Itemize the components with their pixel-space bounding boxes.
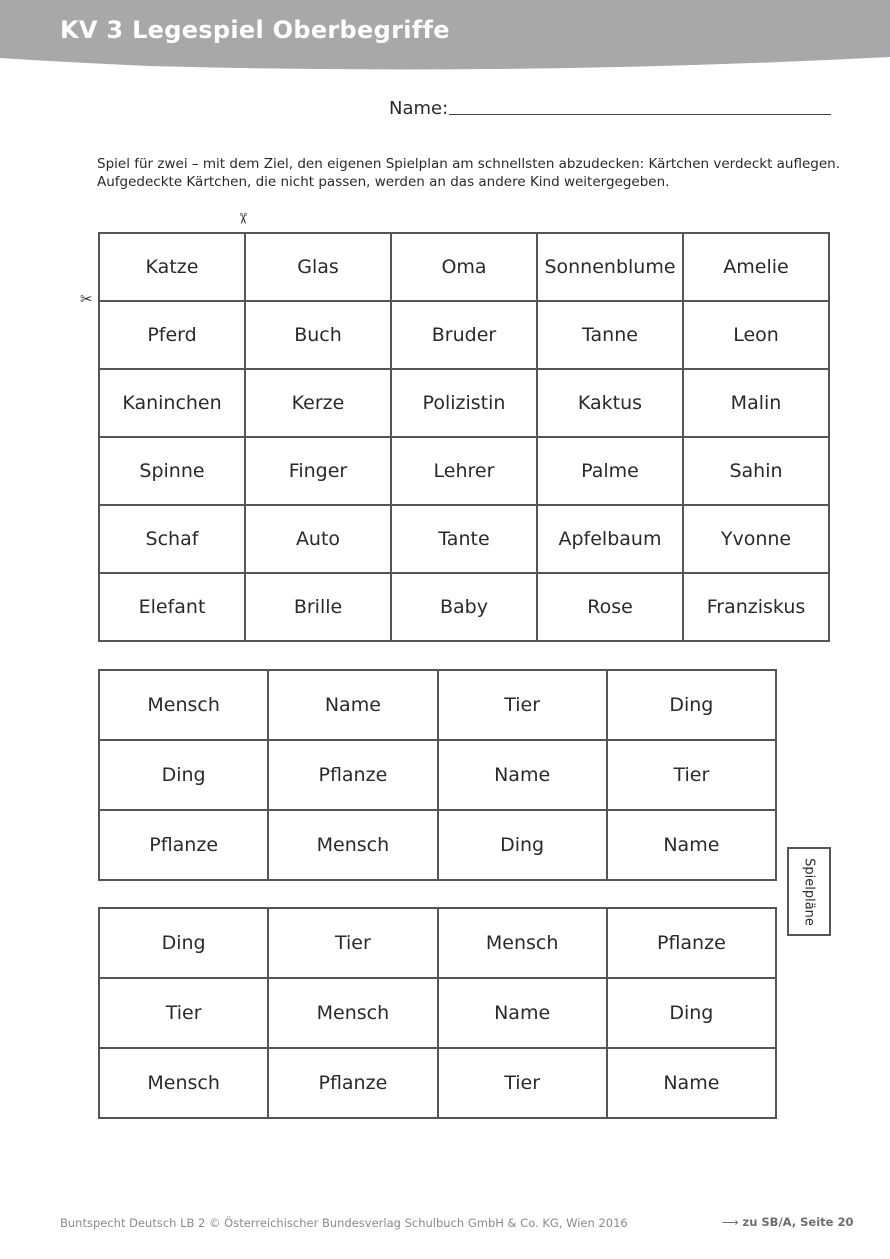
table-row bbox=[99, 233, 829, 301]
game-boards-label-text: Spielpläne bbox=[801, 857, 817, 926]
board-cell[interactable]: Mensch bbox=[268, 978, 437, 1048]
table-row bbox=[99, 670, 776, 740]
table-row bbox=[99, 908, 776, 978]
board-cell[interactable]: Mensch bbox=[438, 908, 607, 978]
table-row bbox=[99, 505, 829, 573]
game-board-1 bbox=[98, 669, 777, 881]
footer-copyright: Buntspecht Deutsch LB 2 © Österreichischer Bundesverlag Schulbuch GmbH & Co. KG, Wien 2016 bbox=[60, 1216, 628, 1230]
word-card[interactable]: Sonnenblume bbox=[537, 233, 683, 301]
instructions bbox=[97, 155, 841, 191]
board-cell[interactable]: Ding bbox=[607, 978, 776, 1048]
word-card[interactable]: Leon bbox=[683, 301, 829, 369]
board-cell[interactable]: Name bbox=[268, 670, 437, 740]
board-cell[interactable]: Tier bbox=[607, 740, 776, 810]
word-cards-grid bbox=[98, 232, 830, 642]
word-card[interactable]: Franziskus bbox=[683, 573, 829, 641]
word-card[interactable]: Kaninchen bbox=[99, 369, 245, 437]
table-row bbox=[99, 437, 829, 505]
word-card[interactable]: Palme bbox=[537, 437, 683, 505]
board-cell[interactable]: Ding bbox=[607, 670, 776, 740]
word-card[interactable]: Malin bbox=[683, 369, 829, 437]
table-row bbox=[99, 573, 829, 641]
scissors-icon: ✂ bbox=[233, 212, 252, 225]
word-card[interactable]: Sahin bbox=[683, 437, 829, 505]
table-row bbox=[99, 369, 829, 437]
word-card[interactable]: Pferd bbox=[99, 301, 245, 369]
board-cell[interactable]: Pflanze bbox=[99, 810, 268, 880]
board-cell[interactable]: Mensch bbox=[268, 810, 437, 880]
word-card[interactable]: Bruder bbox=[391, 301, 537, 369]
word-card[interactable]: Glas bbox=[245, 233, 391, 301]
table-row bbox=[99, 810, 776, 880]
table-row bbox=[99, 978, 776, 1048]
word-card[interactable]: Auto bbox=[245, 505, 391, 573]
footer-page-reference bbox=[722, 1215, 853, 1229]
board-cell[interactable]: Name bbox=[607, 810, 776, 880]
board-cell[interactable]: Pflanze bbox=[268, 1048, 437, 1118]
board-cell[interactable]: Mensch bbox=[99, 670, 268, 740]
name-field[interactable] bbox=[389, 98, 831, 120]
word-card[interactable]: Rose bbox=[537, 573, 683, 641]
name-label: Name: bbox=[389, 98, 449, 119]
word-card[interactable]: Spinne bbox=[99, 437, 245, 505]
word-card[interactable]: Lehrer bbox=[391, 437, 537, 505]
board-cell[interactable]: Tier bbox=[268, 908, 437, 978]
word-card[interactable]: Schaf bbox=[99, 505, 245, 573]
word-card[interactable]: Tante bbox=[391, 505, 537, 573]
board-cell[interactable]: Mensch bbox=[99, 1048, 268, 1118]
word-card[interactable]: Tanne bbox=[537, 301, 683, 369]
scissors-icon: ✂ bbox=[80, 290, 93, 308]
instruction-line: Aufgedeckte Kärtchen, die nicht passen, werden an das andere Kind weitergegeben. bbox=[97, 174, 670, 190]
board-cell[interactable]: Pflanze bbox=[607, 908, 776, 978]
board-cell[interactable]: Pflanze bbox=[268, 740, 437, 810]
word-card[interactable]: Oma bbox=[391, 233, 537, 301]
board-cell[interactable]: Tier bbox=[438, 670, 607, 740]
arrow-right-icon: ⟶ bbox=[722, 1215, 739, 1229]
word-card[interactable]: Finger bbox=[245, 437, 391, 505]
instruction-line: Spiel für zwei – mit dem Ziel, den eigenen Spielplan am schnellsten abzudecken: Kärtchen verdeckt auflegen. bbox=[97, 156, 841, 172]
page-title: KV 3 Legespiel Oberbegriffe bbox=[60, 16, 450, 44]
header-banner bbox=[0, 0, 890, 70]
board-cell[interactable]: Ding bbox=[438, 810, 607, 880]
word-card[interactable]: Brille bbox=[245, 573, 391, 641]
word-card[interactable]: Polizistin bbox=[391, 369, 537, 437]
board-cell[interactable]: Name bbox=[438, 740, 607, 810]
board-cell[interactable]: Ding bbox=[99, 908, 268, 978]
game-board-2 bbox=[98, 907, 777, 1119]
word-card[interactable]: Baby bbox=[391, 573, 537, 641]
word-card[interactable]: Apfelbaum bbox=[537, 505, 683, 573]
board-cell[interactable]: Tier bbox=[99, 978, 268, 1048]
table-row bbox=[99, 1048, 776, 1118]
page-reference-text: zu SB/A, Seite 20 bbox=[742, 1215, 854, 1229]
table-row bbox=[99, 740, 776, 810]
word-card[interactable]: Katze bbox=[99, 233, 245, 301]
table-row bbox=[99, 301, 829, 369]
word-card[interactable]: Amelie bbox=[683, 233, 829, 301]
board-cell[interactable]: Tier bbox=[438, 1048, 607, 1118]
word-card[interactable]: Yvonne bbox=[683, 505, 829, 573]
board-cell[interactable]: Ding bbox=[99, 740, 268, 810]
word-card[interactable]: Kerze bbox=[245, 369, 391, 437]
word-card[interactable]: Elefant bbox=[99, 573, 245, 641]
board-cell[interactable]: Name bbox=[438, 978, 607, 1048]
board-cell[interactable]: Name bbox=[607, 1048, 776, 1118]
word-card[interactable]: Buch bbox=[245, 301, 391, 369]
game-boards-label bbox=[787, 847, 831, 936]
word-card[interactable]: Kaktus bbox=[537, 369, 683, 437]
name-input-line[interactable] bbox=[449, 114, 831, 115]
